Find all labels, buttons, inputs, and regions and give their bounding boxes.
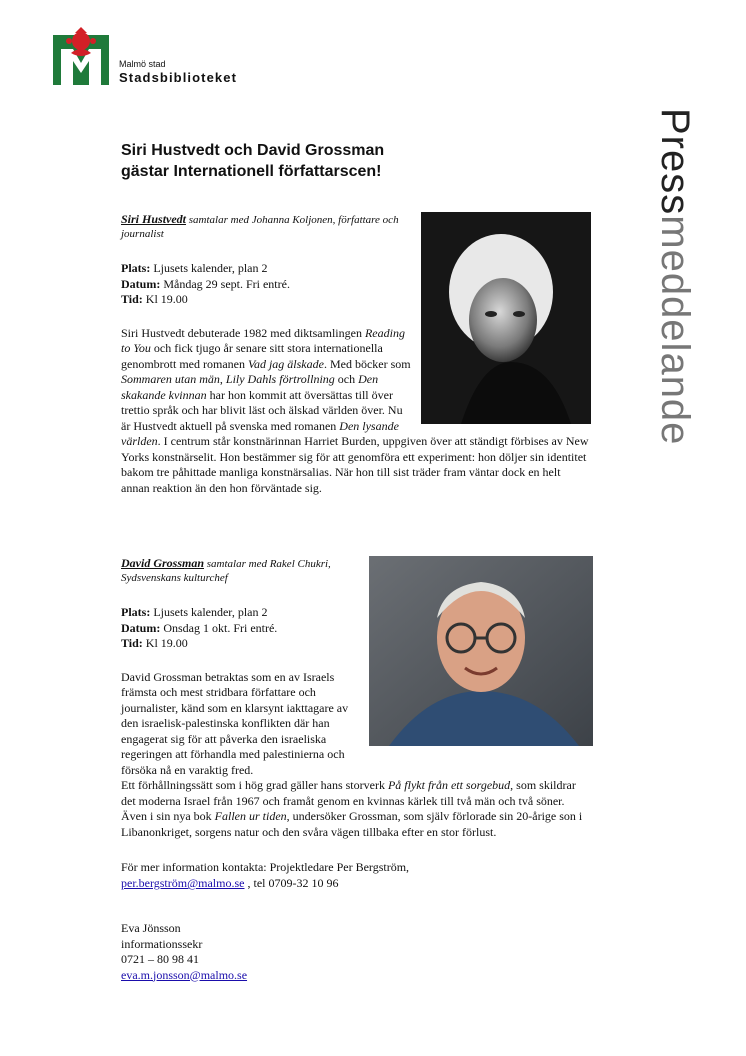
- david-grossman-photo: [369, 556, 593, 746]
- page-title: [121, 140, 541, 182]
- david-datum-label: Datum:: [121, 620, 161, 635]
- david-name: David Grossman: [121, 556, 205, 570]
- david-body-2: [121, 778, 591, 840]
- pressmeddelande-label: [655, 108, 695, 445]
- signature-email-link[interactable]: eva.m.jonsson@malmo.se: [121, 967, 248, 982]
- david-tid-label: Tid:: [121, 636, 143, 650]
- contact-email-link[interactable]: per.bergström@malmo.se: [121, 876, 245, 890]
- siri-hustvedt-photo: [421, 212, 591, 424]
- david-book-title: Fallen ur tiden: [214, 809, 287, 823]
- siri-body-text: ,: [219, 372, 226, 386]
- signature-phone: 0721 – 80 98 41: [121, 952, 199, 966]
- david-body-1: David Grossman betraktas som en av Israels främsta och mest stridbara författare och journalister, känd som en klarsynt iakttagare av den israelisk-palestinska konflikten där han engagerat sig för att påverka den israeliska regeringen att förhandla med palestinierna och försöka nå en varaktig fred.: [121, 669, 349, 777]
- david-plats: Ljusets kalender, plan 2: [150, 605, 268, 619]
- org-city: Malmö stad: [119, 59, 166, 69]
- siri-book-title: Den lysande världen: [121, 418, 399, 448]
- david-book-title: På flykt från ett sorgebud: [387, 778, 511, 792]
- siri-book-title: Lily Dahls förtrollning: [225, 372, 335, 386]
- siri-plats-label: Plats:: [121, 261, 151, 275]
- contact-phone: , tel 0709-32 10 96: [244, 876, 339, 890]
- signature-title: informationssekr: [121, 936, 203, 951]
- contact-info: [121, 859, 409, 891]
- david-tid: Kl 19.00: [142, 636, 188, 650]
- siri-tid: Kl 19.00: [142, 292, 188, 306]
- siri-datum-label: Datum:: [121, 276, 161, 291]
- siri-name: Siri Hustvedt: [121, 212, 187, 226]
- siri-body-text: och: [334, 372, 359, 386]
- david-body-text: , undersöker Grossman, som själv förlorade sin 20-årige son i Libanonkriget, sorgens natur och den svåra vägen tillbaka efter en stor förlust.: [121, 809, 583, 839]
- siri-book-title: Den skakande kvinnan: [121, 372, 379, 402]
- malmo-stad-logo: [53, 27, 109, 85]
- siri-byline-rest: samtalar med Johanna Koljonen, författare och journalist: [121, 214, 399, 240]
- david-body-text: , som skildrar det moderna Israel från 1967 och framåt genom en kvinnas kärlek till två män och två söner. Även i sin nya bok: [121, 778, 576, 823]
- organization-name: [119, 59, 237, 86]
- org-library: Stadsbiblioteket: [119, 70, 238, 85]
- david-section: [121, 556, 591, 840]
- david-byline-rest: samtalar med Rakel Chukri, Sydsvenskans kulturchef: [121, 558, 331, 584]
- meddelande-word: meddelande: [653, 215, 697, 446]
- siri-book-title: Reading to You: [121, 325, 405, 355]
- contact-line: För mer information kontakta: Projektledare Per Bergström,: [121, 860, 410, 874]
- press-word: Press: [653, 108, 697, 216]
- title-line-1: Siri Hustvedt och David Grossman: [121, 142, 385, 159]
- david-datum: Onsdag 1 okt. Fri entré.: [160, 620, 278, 635]
- signature: [121, 921, 247, 983]
- siri-book-title: Vad jag älskade: [247, 356, 324, 371]
- siri-body-text: och fick tjugo år senare sitt stora internationella genombrott med romanen: [121, 341, 383, 371]
- siri-book-title: Sommaren utan män: [121, 372, 220, 386]
- siri-body-text: . I centrum står konstnärinnan Harriet Burden, uppgiven över att ständigt förbises av New Yorks konstnärselit. Hon bestämmer sig för att genomföra ett experiment: hon döljer sin identitet bakom tre påhittade manliga konstnärsalias. När hon till sist träder fram väntar dock en helt annan reaktion än den hon förväntade sig.: [121, 434, 589, 495]
- signature-name: Eva Jönsson: [121, 921, 181, 935]
- david-body-text: Ett förhållningssätt som i hög grad gäller hans storverk: [121, 778, 388, 792]
- title-line-2: gästar Internationell författarscen!: [121, 163, 382, 180]
- siri-body-text: . Med böcker som: [323, 356, 411, 371]
- david-plats-label: Plats:: [121, 605, 151, 619]
- siri-body-text: har hon kommit att översättas till över trettio språk och har blivit läst och älskad världen över. Nu är Hustvedt aktuell på svenska med romanen: [121, 387, 403, 433]
- siri-datum: Måndag 29 sept. Fri entré.: [160, 276, 290, 291]
- siri-body-text: Siri Hustvedt debuterade 1982 med diktsamlingen: [121, 325, 365, 340]
- siri-section: [121, 212, 591, 496]
- siri-plats: Ljusets kalender, plan 2: [150, 261, 268, 275]
- siri-tid-label: Tid:: [121, 292, 143, 306]
